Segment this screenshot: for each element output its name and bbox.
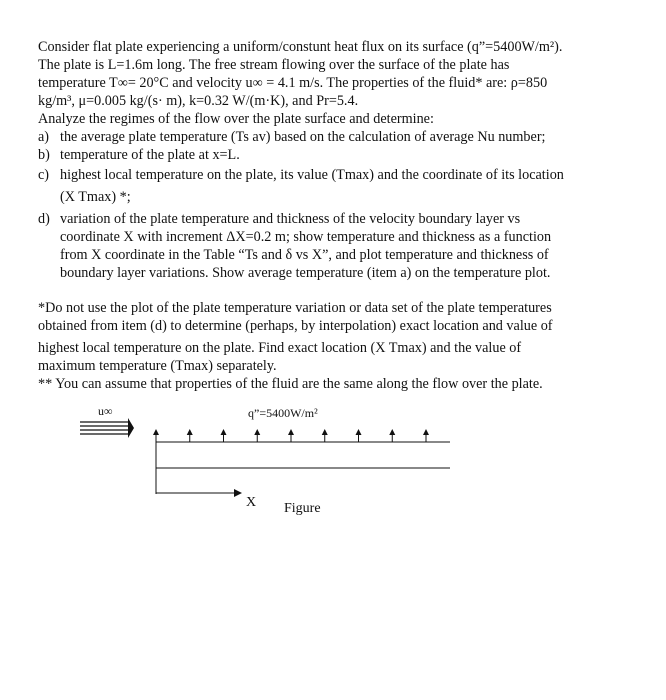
task-line: the average plate temperature (Ts av) based on the calculation of average Nu number;: [60, 129, 546, 145]
figure-caption: Figure: [284, 501, 321, 516]
heat-flux-arrows: [153, 429, 429, 442]
x-axis-label: X: [246, 495, 257, 510]
footnote-line: maximum temperature (Tmax) separately.: [38, 358, 277, 374]
task-label: c): [38, 167, 50, 183]
task-line: coordinate X with increment ΔX=0.2 m; show temperature and thickness as a function: [60, 229, 552, 245]
task-label: a): [38, 129, 50, 145]
footnote-line: *Do not use the plot of the plate temperature variation or data set of the plate temperatures: [38, 300, 552, 316]
flow-velocity-label: u∞: [98, 404, 113, 418]
task-line: from X coordinate in the Table “Ts and δ vs X”, and plot temperature and thickness of: [60, 247, 549, 263]
heat-flux-arrow: [221, 429, 227, 442]
intro-paragraph: [38, 38, 638, 128]
task-line: (X Tmax) *;: [60, 189, 131, 205]
task-line: temperature of the plate at x=L.: [60, 147, 240, 163]
heat-flux-arrow: [423, 429, 429, 442]
task-label: b): [38, 147, 50, 163]
intro-line: kg/m³, μ=0.005 kg/(s· m), k=0.32 W/(m·K), and Pr=5.4.: [38, 93, 359, 109]
x-axis-arrow: [156, 468, 242, 497]
heat-flux-label: q”=5400W/m²: [248, 406, 318, 420]
task-label: d): [38, 211, 50, 227]
task-item-a: [38, 128, 638, 146]
heat-flux-arrow: [389, 429, 395, 442]
plate-figure: [70, 400, 450, 530]
heat-flux-arrow: [153, 429, 159, 442]
heat-flux-arrow: [322, 429, 328, 442]
intro-line: Analyze the regimes of the flow over the plate surface and determine:: [38, 111, 434, 127]
task-line: variation of the plate temperature and thickness of the velocity boundary layer vs: [60, 211, 521, 227]
heat-flux-arrow: [254, 429, 260, 442]
problem-document: [38, 38, 638, 393]
intro-line: The plate is L=1.6m long. The free stream flowing over the surface of the plate has: [38, 57, 510, 73]
task-item-b: [38, 146, 638, 164]
task-item-c: [38, 166, 638, 206]
task-line: highest local temperature on the plate, its value (Tmax) and the coordinate of its location: [60, 167, 564, 183]
footnote-line: highest local temperature on the plate. Find exact location (X Tmax) and the value of: [38, 340, 522, 356]
footnote-line: ** You can assume that properties of the fluid are the same along the flow over the plate.: [38, 376, 543, 392]
heat-flux-arrow: [288, 429, 294, 442]
heat-flux-arrow: [356, 429, 362, 442]
heat-flux-arrow: [187, 429, 193, 442]
task-line: boundary layer variations. Show average temperature (item a) on the temperature plot.: [60, 265, 551, 281]
flat-plate: [156, 442, 450, 468]
plate-diagram: [70, 400, 450, 530]
task-item-d: [38, 210, 638, 282]
footnote-line: obtained from item (d) to determine (perhaps, by interpolation) exact location and value of: [38, 318, 553, 334]
intro-line: temperature T∞= 20°C and velocity u∞ = 4.1 m/s. The properties of the fluid* are: ρ=850: [38, 75, 548, 91]
task-list: [38, 128, 638, 282]
intro-line: Consider flat plate experiencing a uniform/constunt heat flux on its surface (q”=5400W/m²).: [38, 39, 563, 55]
footnote-block: [38, 299, 638, 393]
free-stream-arrows: [80, 418, 134, 438]
